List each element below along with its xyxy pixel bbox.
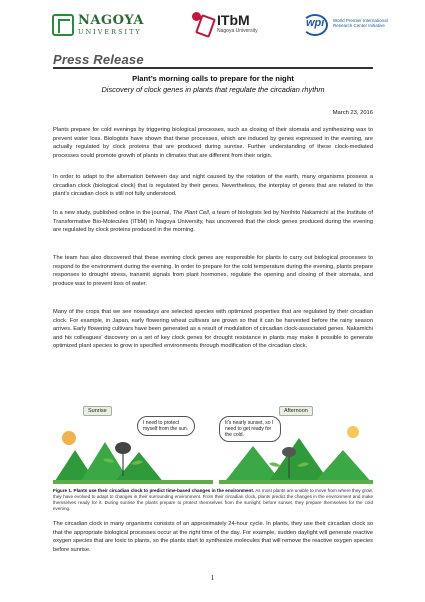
afternoon-label: Afternoon (279, 406, 313, 416)
sunrise-label: Sunrise (83, 406, 112, 416)
figure-1-illustration (53, 402, 373, 484)
paragraph-2: In order to adapt to the alternation between day and night caused by the rotation of the earth, many organisms possess a circadian clock (biological clock) that is regulated by their genes. Nevertheless, the interplay of genes that are related to the plant’s circadian clock is still not fully understood. (53, 174, 373, 198)
nagoya-logo-name: NAGOYA (78, 13, 144, 29)
document-title: Plant’s morning calls to prepare for the night (132, 74, 294, 83)
release-date: March 23, 2016 (332, 110, 373, 116)
paragraph-1: Plants prepare for cold evenings by triggering biological processes, such as closing of their stomata and synthesizing wax to prevent water loss. Biologists have shown that these processes, which are induced by genes expressed in the evening, are actually regulated by clock proteins that are produced during sunrise. Further understanding of these clock-mediated processes could promote growth of plants in climates that are different from their origin. (53, 127, 373, 159)
sun-icon (62, 431, 76, 445)
sunrise-panel (53, 431, 213, 484)
nagoya-emblem-icon (52, 14, 74, 36)
paragraph-3 (53, 209, 373, 235)
paragraph-5: Many of the crops that we see nowadays are selected species with optimized properties that are regulated by their circadian clock. For example, in Japan, early flowering wheat cultivars are grown so that it can be harvested before the rainy season arrives. Early flowering cultivars have been generated as a result of modulation of circadian clock-associated genes. Nakamichi and his colleagues’ discovery on a set of key clock genes for drought resistance in plants may make it possible to generate optimized plant species to grow in specified environments through modification of the circadian clock. (53, 309, 373, 350)
journal-name: The Plant Cell (172, 210, 209, 216)
page-number: 1 (210, 574, 215, 582)
paragraph-3-start: In a new study, published online in the journal, (53, 210, 173, 216)
mountain-icon (313, 450, 373, 484)
figure-caption-body: As most plants are unable to move from where they grow, they have evolved to adapt to changes in their surrounding environment. From their circadian clock, plants predict the changes in the environment and make themselves ready for it. During sunrise the plants prepare to protect themselves from the sunlight; before sunset, they prepare themselves for the cold evening. (53, 488, 373, 511)
paragraph-3-end: , a team of biologists led by Norihito Nakamichi at the Institute of Transformative Bio-Molecules (ITbM) in Nagoya University, has uncovered that the clock genes produced during the evening are regulated by clock proteins produced in the morning. (53, 210, 373, 234)
afternoon-speech-bubble: It’s nearly sunset, so I need to get ready for the cold. (219, 416, 281, 442)
itbm-mark-icon (192, 12, 214, 34)
plant-icon (282, 447, 296, 457)
wpi-logo (300, 12, 403, 34)
sun-icon (347, 426, 359, 438)
itbm-logo-name: ITbM (217, 11, 250, 28)
itbm-logo-sub: Nagoya University (217, 27, 258, 34)
nagoya-logo-sub: UNIVERSITY (78, 28, 142, 37)
plant-icon (115, 442, 131, 454)
nagoya-university-logo (52, 14, 144, 36)
figure-caption (53, 488, 373, 512)
wpi-logo-sub: World Premier International Research Center Initiative (333, 17, 388, 28)
paragraph-4: The team has also discovered that these evening clock genes are responsible for plants to carry out biological processes to respond to the environment during the evening. In order to prepare for the cold temperature during the evening, plants prepare responses to drought stress, transmit signals from plant hormones, regulate the opening and closing of their stomata, and produce wax to prevent loss of water. (53, 255, 373, 287)
press-release-label: Press Release (53, 52, 144, 67)
page-header (0, 0, 425, 48)
itbm-logo (192, 12, 258, 34)
document-subtitle: Discovery of clock genes in plants that regulate the circadian rhythm (101, 85, 325, 94)
sunrise-speech-bubble: I need to protect myself from the sun. (137, 416, 195, 436)
paragraph-6: The circadian clock in many organisms consists of an approximately 24-hour cycle. In plants, they use their circadian clock so that the appropriate biological processes occur at the right time of the day. For example, sudden daylight will generate reactive oxygen species that are toxic to plants, so the plants start to synthesize molecules that will remove the reactive oxygen species before sunrise. (53, 521, 373, 553)
header-rule (53, 67, 373, 69)
figure-caption-title: Figure 1. Plants use their circadian clock to predict time-based changes in the environment. (53, 488, 255, 493)
wpi-mark-icon (300, 12, 330, 34)
